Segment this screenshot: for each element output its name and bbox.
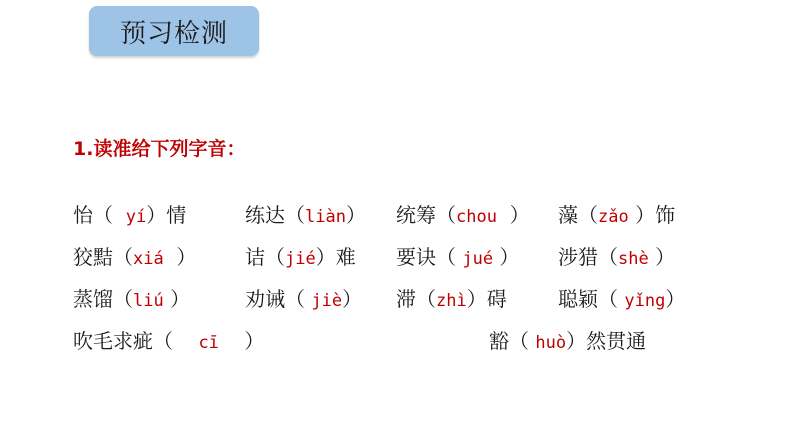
pinyin-answer: jué bbox=[462, 249, 494, 269]
pinyin-item-2 bbox=[245, 205, 366, 226]
pinyin-item-12 bbox=[558, 289, 685, 310]
pinyin-item-13 bbox=[73, 331, 264, 352]
pinyin-answer: liàn bbox=[305, 207, 346, 227]
pinyin-answer: shè bbox=[618, 249, 649, 269]
item-text-after: ）碍 bbox=[466, 287, 507, 311]
pinyin-item-6 bbox=[245, 247, 356, 268]
pinyin-item-3 bbox=[396, 205, 530, 226]
pinyin-answer: yǐng bbox=[624, 291, 666, 311]
pinyin-answer: jiè bbox=[311, 291, 343, 311]
item-text-before: 涉猎（ bbox=[558, 245, 618, 269]
pinyin-answer: zǎo bbox=[598, 207, 629, 227]
item-text-before: 狡黠（ bbox=[73, 245, 133, 269]
pinyin-answer: huò bbox=[535, 333, 567, 353]
item-text-before: 藻（ bbox=[558, 203, 598, 227]
item-text-after: ） bbox=[496, 203, 530, 227]
item-text-before: 怡（ bbox=[73, 203, 126, 227]
item-text-after: ）然贯通 bbox=[566, 329, 647, 353]
item-text-after: ）情 bbox=[146, 203, 187, 227]
pinyin-answer: chou bbox=[456, 207, 497, 227]
pinyin-item-14 bbox=[489, 331, 646, 352]
item-text-after: ） bbox=[342, 287, 363, 311]
item-text-after: ） bbox=[665, 287, 686, 311]
pinyin-item-8 bbox=[558, 247, 675, 268]
pinyin-item-4 bbox=[558, 205, 675, 226]
pinyin-item-11 bbox=[396, 289, 507, 310]
pinyin-answer: xiá bbox=[133, 249, 164, 269]
item-text-after: ） bbox=[218, 329, 265, 353]
pinyin-answer: zhì bbox=[436, 291, 467, 311]
item-text-after: ）难 bbox=[315, 245, 356, 269]
pinyin-item-9 bbox=[73, 289, 190, 310]
item-text-before: 滞（ bbox=[396, 287, 436, 311]
section-title-box bbox=[89, 6, 259, 56]
item-text-after: ） bbox=[163, 245, 197, 269]
item-text-before: 豁（ bbox=[489, 329, 536, 353]
item-text-before: 统筹（ bbox=[396, 203, 456, 227]
item-text-before: 蒸馏（ bbox=[73, 287, 133, 311]
item-text-after: ） bbox=[648, 245, 676, 269]
pinyin-item-1 bbox=[73, 205, 186, 226]
pinyin-item-5 bbox=[73, 247, 196, 268]
item-text-after: ） bbox=[493, 245, 520, 269]
exercise-heading: 1.读准给下列字音： bbox=[73, 138, 246, 160]
item-text-after: ）饰 bbox=[628, 203, 676, 227]
pinyin-item-7 bbox=[396, 247, 519, 268]
item-text-after: ） bbox=[163, 287, 191, 311]
item-text-before: 吹毛求疵（ bbox=[73, 329, 199, 353]
item-text-before: 诘（ bbox=[245, 245, 285, 269]
item-text-before: 聪颖（ bbox=[558, 287, 625, 311]
item-text-before: 练达（ bbox=[245, 203, 305, 227]
item-text-before: 劝诫（ bbox=[245, 287, 312, 311]
pinyin-item-10 bbox=[245, 289, 362, 310]
pinyin-answer: yí bbox=[125, 207, 147, 227]
item-text-after: ） bbox=[345, 203, 366, 227]
pinyin-answer: cī bbox=[198, 333, 219, 353]
item-text-before: 要诀（ bbox=[396, 245, 463, 269]
section-title: 预习检测 bbox=[119, 18, 228, 49]
pinyin-answer: jié bbox=[285, 249, 316, 269]
pinyin-answer: liú bbox=[133, 291, 164, 311]
